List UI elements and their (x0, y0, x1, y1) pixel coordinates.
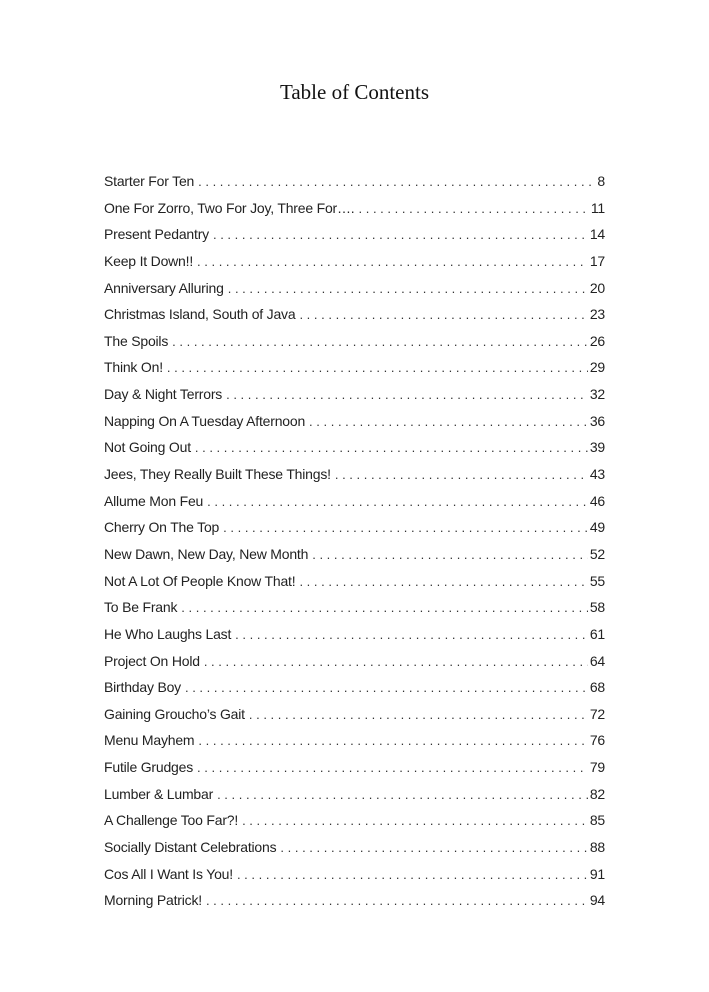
toc-entry[interactable] (104, 546, 605, 573)
toc-entry[interactable] (104, 786, 605, 813)
dot-leader (335, 467, 588, 482)
toc-entry-page-number: 39 (589, 439, 605, 456)
toc-entry-title: Socially Distant Celebrations (104, 839, 277, 856)
toc-entry[interactable] (104, 493, 605, 520)
toc-entry-title: Lumber & Lumbar (104, 785, 214, 802)
dot-leader (213, 227, 588, 242)
toc-entry[interactable] (104, 732, 605, 759)
toc-entry-page-number: 82 (589, 785, 605, 802)
toc-entry[interactable] (104, 839, 605, 866)
dot-leader (359, 201, 589, 216)
toc-entry[interactable] (104, 599, 605, 626)
dot-leader (181, 600, 588, 615)
toc-entry[interactable] (104, 200, 605, 227)
toc-entry-page-number: 20 (589, 279, 605, 296)
toc-entry-title: Keep It Down!! (104, 252, 194, 269)
toc-entry[interactable] (104, 306, 605, 333)
toc-entry-page-number: 29 (589, 359, 605, 376)
toc-entry-title: Birthday Boy (104, 679, 181, 696)
toc-entry-title: Menu Mayhem (104, 732, 195, 749)
toc-entry-title: Christmas Island, South of Java (104, 306, 296, 323)
toc-entry-title: One For Zorro, Two For Joy, Three For…. (104, 199, 355, 216)
toc-entry-title: Gaining Groucho’s Gait (104, 705, 245, 722)
dot-leader (223, 520, 588, 535)
dot-leader (206, 893, 588, 908)
toc-entry-title: Day & Night Terrors (104, 386, 223, 403)
toc-entry-title: Allume Mon Feu (104, 492, 204, 509)
dot-leader (312, 547, 588, 562)
toc-entry-page-number: 46 (589, 492, 605, 509)
toc-entry-title: To Be Frank (104, 599, 178, 616)
toc-entry-title: Project On Hold (104, 652, 200, 669)
dot-leader (172, 334, 588, 349)
dot-leader (299, 307, 587, 322)
toc-entry[interactable] (104, 386, 605, 413)
toc-entry-page-number: 55 (589, 572, 605, 589)
toc-entry-page-number: 8 (597, 173, 605, 189)
toc-entry[interactable] (104, 679, 605, 706)
toc-entry-page-number: 26 (589, 332, 605, 349)
dot-leader (197, 254, 588, 269)
toc-entry-page-number: 32 (589, 386, 605, 403)
toc-entry[interactable] (104, 413, 605, 440)
toc-entry[interactable] (104, 519, 605, 546)
toc-entry[interactable] (104, 653, 605, 680)
toc-entry-title: A Challenge Too Far?! (104, 812, 239, 829)
toc-entry-page-number: 64 (589, 652, 605, 669)
toc-entry-title: Jees, They Really Built These Things! (104, 466, 331, 483)
toc-entry-page-number: 23 (589, 306, 605, 323)
toc-entry[interactable] (104, 626, 605, 653)
toc-entry-page-number: 88 (589, 839, 605, 856)
toc-entry[interactable] (104, 866, 605, 893)
toc-entry-page-number: 72 (589, 705, 605, 722)
toc-entry-page-number: 79 (589, 759, 605, 776)
toc-entry-page-number: 14 (589, 226, 605, 243)
dot-leader (299, 574, 587, 589)
toc-entry-page-number: 58 (589, 599, 605, 616)
toc-entry-page-number: 68 (589, 679, 605, 696)
toc-entry[interactable] (104, 439, 605, 466)
toc-list (104, 173, 605, 919)
toc-entry-title: Not Going Out (104, 439, 191, 456)
toc-entry[interactable] (104, 253, 605, 280)
dot-leader (198, 174, 595, 189)
toc-entry-page-number: 91 (589, 865, 605, 882)
toc-entry-title: Cherry On The Top (104, 519, 220, 536)
toc-entry-page-number: 52 (589, 545, 605, 562)
toc-entry[interactable] (104, 812, 605, 839)
toc-entry-title: The Spoils (104, 332, 169, 349)
toc-entry-page-number: 94 (589, 892, 605, 909)
toc-entry-page-number: 76 (589, 732, 605, 749)
dot-leader (217, 787, 588, 802)
dot-leader (207, 494, 588, 509)
toc-entry-page-number: 36 (589, 412, 605, 429)
toc-entry[interactable] (104, 466, 605, 493)
toc-entry-title: Present Pedantry (104, 226, 209, 243)
toc-entry[interactable] (104, 759, 605, 786)
toc-entry-title: Cos All I Want Is You! (104, 865, 233, 882)
toc-entry-page-number: 11 (590, 199, 605, 216)
dot-leader (228, 281, 588, 296)
toc-entry-title: Starter For Ten (104, 173, 195, 189)
dot-leader (226, 387, 588, 402)
toc-entry[interactable] (104, 226, 605, 253)
dot-leader (198, 733, 587, 748)
dot-leader (237, 867, 588, 882)
toc-entry-page-number: 49 (589, 519, 605, 536)
toc-entry-title: Anniversary Alluring (104, 279, 224, 296)
toc-entry-page-number: 43 (589, 466, 605, 483)
toc-entry-title: He Who Laughs Last (104, 625, 232, 642)
toc-entry-title: Think On! (104, 359, 163, 376)
dot-leader (280, 840, 587, 855)
toc-entry[interactable] (104, 173, 605, 200)
toc-entry-page-number: 85 (589, 812, 605, 829)
toc-entry-page-number: 17 (589, 252, 605, 269)
toc-entry[interactable] (104, 892, 605, 919)
toc-entry-title: Not A Lot Of People Know That! (104, 572, 296, 589)
toc-entry[interactable] (104, 573, 605, 600)
dot-leader (185, 680, 588, 695)
dot-leader (197, 760, 588, 775)
toc-entry-title: Morning Patrick! (104, 892, 202, 909)
toc-entry[interactable] (104, 280, 605, 307)
toc-entry-title: Napping On A Tuesday Afternoon (104, 412, 306, 429)
toc-entry-title: Futile Grudges (104, 759, 194, 776)
toc-entry[interactable] (104, 333, 605, 360)
dot-leader (195, 440, 588, 455)
dot-leader (242, 813, 588, 828)
page-title: Table of Contents (280, 80, 429, 104)
toc-entry-title: New Dawn, New Day, New Month (104, 545, 309, 562)
dot-leader (204, 654, 588, 669)
toc-entry-page-number: 61 (589, 625, 605, 642)
dot-leader (249, 707, 588, 722)
toc-entry[interactable] (104, 706, 605, 733)
dot-leader (309, 414, 588, 429)
toc-entry[interactable] (104, 359, 605, 386)
dot-leader (235, 627, 588, 642)
dot-leader (167, 360, 588, 375)
